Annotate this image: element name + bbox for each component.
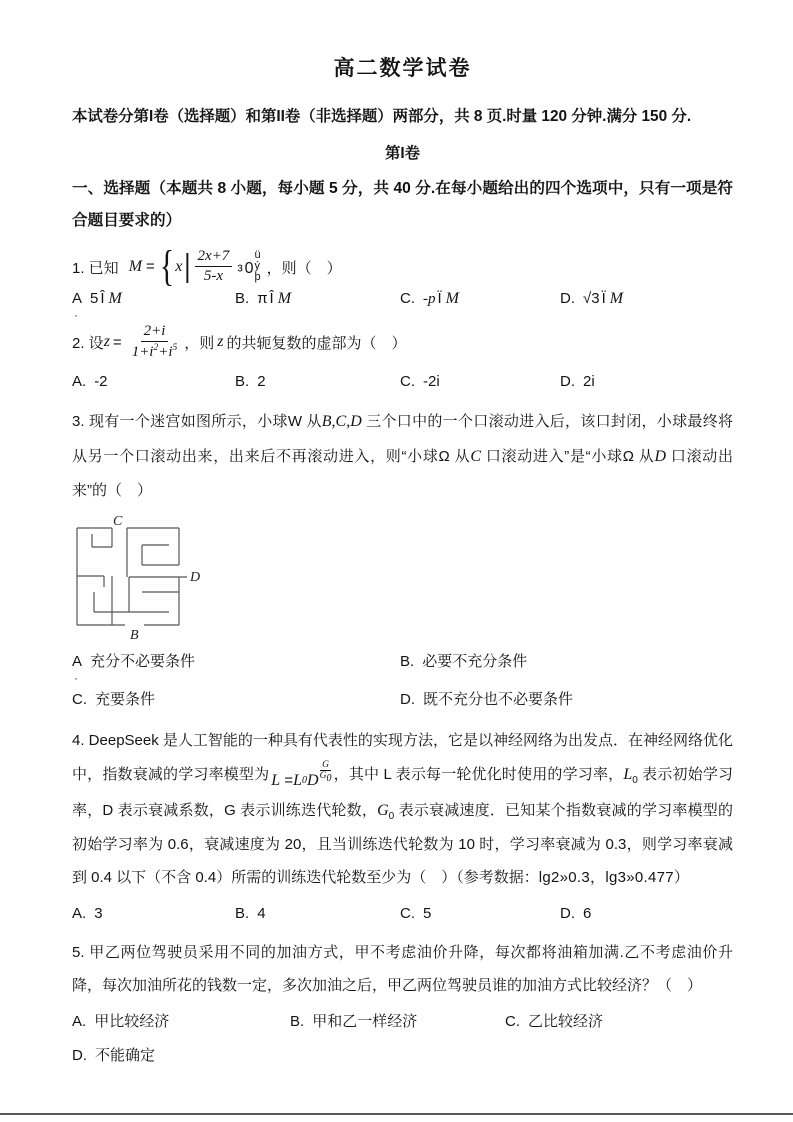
option-a: A 充分不必要条件 · [72,650,400,674]
option-d: D. 既不充分也不必要条件 [400,690,574,708]
question-3-options-row-2 [72,688,733,712]
question-5 [72,936,733,1068]
geq-glyph: ³ [237,262,243,280]
option-b: B. 必要不充分条件 [400,652,528,670]
option-a: A 5 Î M · [72,286,235,312]
set-bar: | [184,247,191,285]
maze-figure [72,515,733,642]
question-1-formula: M = { x | $\frac{2x+7}{5-x}$ ³ 0 ü ý þ [128,242,261,290]
page-bottom-border [0,1113,793,1115]
option-a: A. 甲比较经济 [72,1013,170,1031]
page-title: 高二数学试卷 [333,57,472,80]
option-c: C. 充要条件 [72,690,156,708]
option-c: C. -2i [400,372,440,390]
question-1 [72,242,733,311]
question-1-options [72,286,733,312]
question-5-options-row-1 [72,1010,733,1034]
question-1-tail: ，则（ ） [266,259,342,277]
fraction: $\frac{2x+7}{5-x}$ [195,248,233,286]
learning-rate-formula: L = L 0 D G $G_0$ [271,759,332,790]
question-1-lead: 1. 已知 [72,259,119,277]
question-4-stem: 4. DeepSeek 是人工智能的一种具有代表性的实现方法，它是以神经网络为出发点．在神经网络优化中，指数衰减的学习率模型为 L = L 0 D G $G_0$ ，其中 L 表示每一轮优化时使用的学习率，$L_0$ 表示初始学习率，D 表示衰减系数，G 表示训练迭代轮数，$G_0$ 表示衰减速度．已知某个指数衰减的学习率模型的初始学习率为 0.6，衰减速度为 20，且当训练迭代轮数为 10 时，学习率衰减为 0.3，则学习率衰减到 0.4 以下（不含 0.4）所需的训练迭代轮数至少为（ ）（参考数据：lg2»0.3，lg3»0.477） [72,731,734,887]
fraction: $\frac{2+i}{1+i^2+i^5}$ [131,323,178,361]
option-c: C. 5 [400,905,432,923]
option-c: C. 乙比较经济 [505,1013,604,1031]
exam-intro: 本试卷分第I卷（选择题）和第II卷（非选择题）两部分，共 8 页.时量 120 分钟.满分 150 分. [72,108,692,125]
option-a: A. 3 [72,905,103,923]
question-2 [72,323,733,394]
question-4 [72,724,733,926]
right-brace-glyphs: ü ý þ [254,248,261,284]
maze-label-d: D [190,569,201,585]
option-d: D. 6 [560,905,592,923]
option-b: B. 2 [235,372,266,390]
reference-data: lg2»0.3，lg3»0.477 [538,869,674,887]
section-heading: 一、选择题（本题共 8 小题，每小题 5 分，共 40 分.在每小题给出的四个选项中，只有一项是符合题目要求的） [72,179,733,230]
option-b: B. 4 [235,905,266,923]
option-d: D. √3 Ï M [560,289,624,307]
left-brace: { [159,242,175,290]
set-symbol: M [128,257,143,275]
option-c: C. -p Ï M [400,289,459,307]
question-2-options [72,370,733,394]
question-3-options-row-1 [72,650,733,674]
question-5-stem: 5. 甲乙两位驾驶员采用不同的加油方式，甲不考虑油价升降，每次都将油箱加满.乙不考虑油价升降，每次加油所花的钱数一定，多次加油之后，甲乙两位驾驶员谁的加油方式比较经济？（ ） [72,944,733,995]
option-d: D. 2i [560,372,595,390]
maze-label-c: C [113,514,123,529]
option-b: B. π Î M [235,289,292,307]
question-1-stem [72,242,733,290]
question-3-stem: 3. 现有一个迷宫如图所示，小球W 从B,C,D 三个口中的一个口滚动进入后，该口封闭，小球最终将从另一个口滚动出来，出来后不再滚动进入，则“小球Ω 从C 口滚动进入”是“小球Ω 从D 口滚动出来”的（ ） [72,412,733,499]
maze-walls [77,528,187,625]
question-5-options-row-2 [72,1044,733,1068]
option-b: B. 甲和乙一样经济 [290,1013,418,1031]
option-a: A. -2 [72,372,108,390]
question-2-stem: 2. 设 z = $\frac{2+i}{1+i^2+i^5}$ ，则 z 的共轭复数的虚部为（ ） [72,323,407,361]
maze-label-b: B [130,627,139,642]
part-label: 第I卷 [384,145,421,163]
question-3 [72,404,733,712]
question-4-options [72,902,733,926]
option-d: D. 不能确定 [72,1047,156,1065]
